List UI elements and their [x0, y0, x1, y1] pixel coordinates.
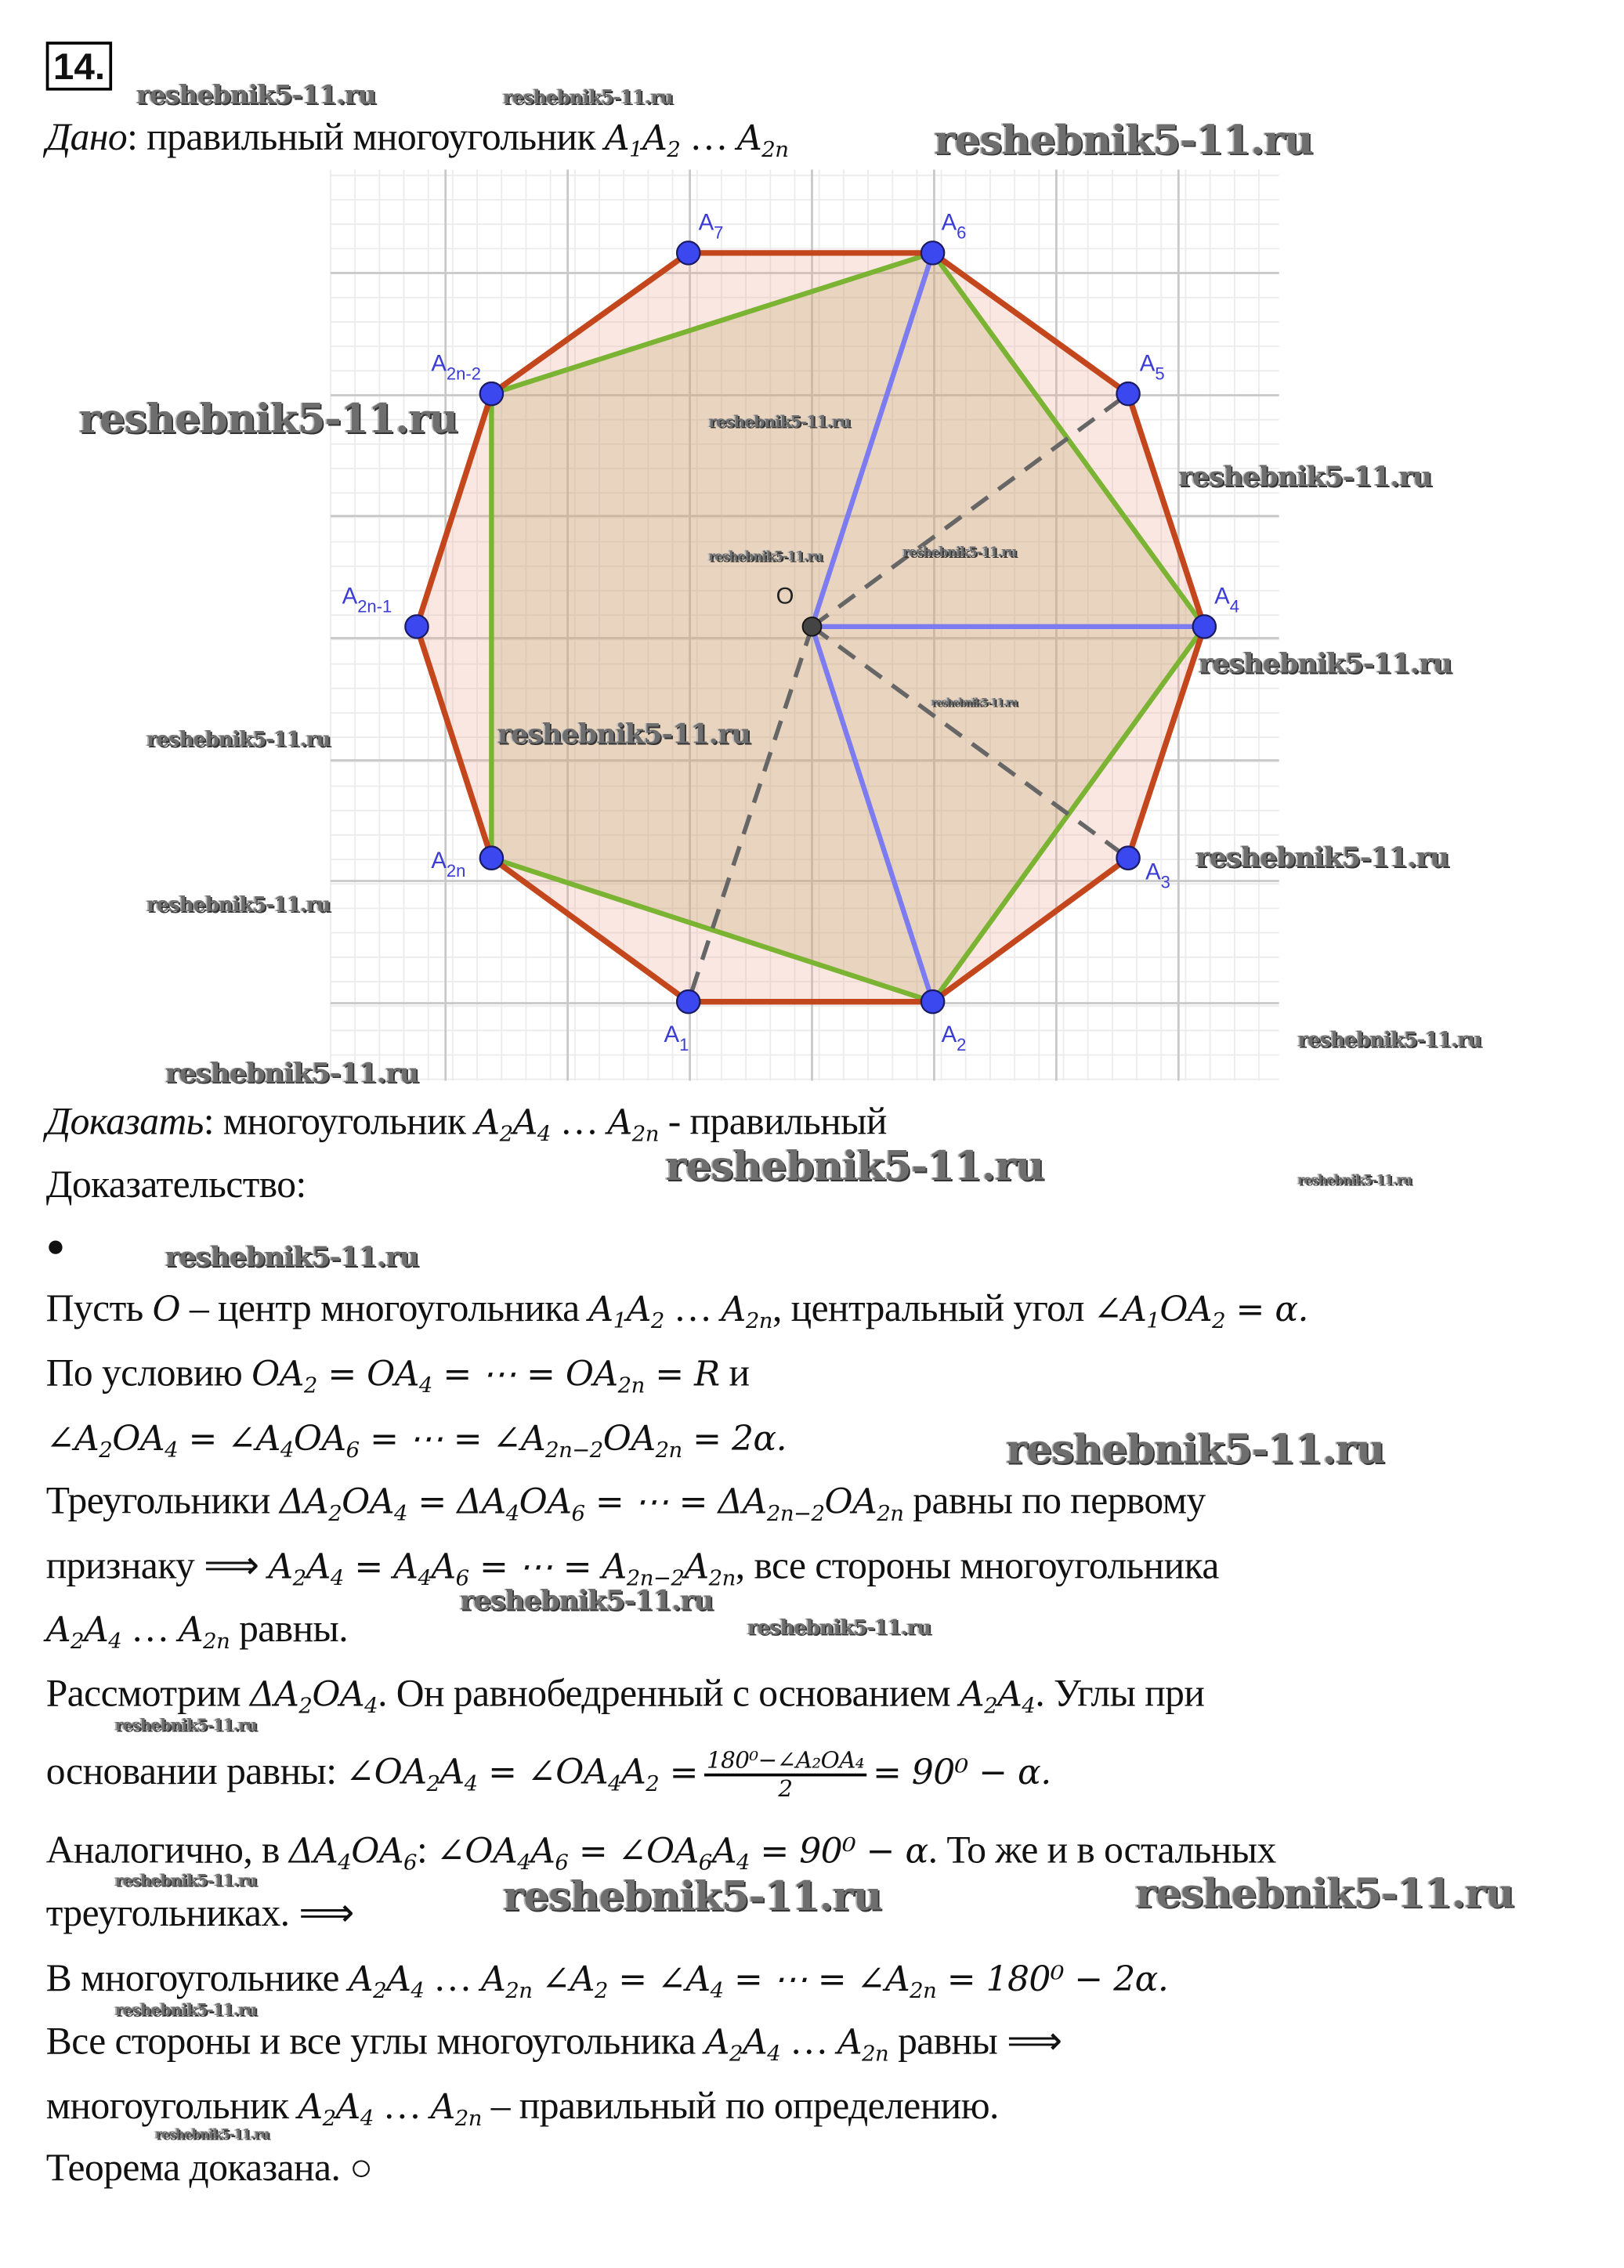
math-term: = ⋯ = $OA_{2n}$ — [432, 1354, 645, 1398]
watermark: reshebnik5-11.ru — [497, 718, 751, 751]
watermark: reshebnik5-11.ru — [503, 1872, 882, 1920]
proof-label: Доказательство: — [45, 1163, 306, 1206]
proof-line — [46, 1891, 354, 1934]
math-term: $A_2$ — [268, 1546, 306, 1591]
watermark: reshebnik5-11.ru — [1006, 1425, 1385, 1474]
text-segment: : многоугольник — [203, 1099, 476, 1143]
math-term: $A_4$ — [386, 1959, 425, 2004]
proof-line — [45, 1955, 1169, 2004]
math-term: = R — [644, 1354, 720, 1394]
watermark: reshebnik5-11.ru — [902, 546, 1017, 561]
watermark: reshebnik5-11.ru — [114, 1716, 257, 1735]
watermark: reshebnik5-11.ru — [503, 87, 673, 110]
math-term: $A_2$ — [626, 1289, 664, 1334]
text-segment: – правильный по определению. — [481, 2084, 999, 2128]
math-term: $A_{2n}$ — [721, 1289, 772, 1334]
math-term: $A_{2n}$ — [430, 2086, 482, 2132]
vertex-label: $A_5$ — [1139, 350, 1165, 384]
watermark: reshebnik5-11.ru — [146, 729, 331, 752]
text-segment: … — [121, 1606, 179, 1651]
math-term: $\Delta A_2$ — [279, 1481, 342, 1527]
math-term: $A_2$ — [642, 118, 681, 163]
text-segment: треугольниках. ⟹ — [45, 1891, 354, 1935]
text-segment: Все стороны и все углы многоугольника — [45, 2019, 705, 2063]
text-segment: - правильный — [658, 1099, 887, 1143]
vertex-point — [1116, 847, 1139, 870]
watermark: reshebnik5-11.ru — [165, 1058, 419, 1090]
proof-line — [45, 2019, 1062, 2067]
text-segment: … — [424, 1955, 481, 1999]
watermark: reshebnik5-11.ru — [1297, 1174, 1412, 1189]
vertex-point — [1193, 615, 1216, 638]
fraction-denominator: 2 — [778, 1774, 793, 1803]
text-segment: Аналогично, в — [45, 1828, 289, 1872]
math-term: $A_4$ — [83, 1609, 122, 1655]
math-term: $A_1$ — [588, 1289, 627, 1334]
math-term: = $\Delta A_4$ — [407, 1481, 519, 1527]
math-term: O — [152, 1289, 181, 1329]
vertex-label: $A_{2n-1}$ — [342, 583, 392, 617]
fraction — [703, 1745, 866, 1803]
vertex-label: $A_3$ — [1145, 859, 1170, 892]
watermark: reshebnik5-11.ru — [114, 2000, 257, 2020]
math-term: = $A_4$ — [343, 1546, 432, 1591]
math-term: $OA_2$ — [251, 1354, 317, 1398]
watermark: reshebnik5-11.ru — [931, 695, 1018, 709]
math-term: $A_4$ — [997, 1674, 1036, 1720]
watermark: reshebnik5-11.ru — [114, 1871, 257, 1890]
math-term: $\angle OA_4$ — [436, 1831, 531, 1876]
watermark: reshebnik5-11.ru — [1178, 461, 1432, 494]
math-term: $A_4$ — [742, 2022, 781, 2067]
text-segment: Пусть — [45, 1286, 153, 1329]
vertex-point — [1116, 382, 1139, 405]
text-segment: . То же и в остальных — [928, 1828, 1276, 1872]
math-term: $A_2$ — [704, 2022, 743, 2067]
text-segment: многоугольник — [45, 2084, 298, 2128]
math-term: $A_2$ — [45, 1609, 84, 1655]
vertex-label: $A_7$ — [698, 209, 724, 243]
watermark: reshebnik5-11.ru — [708, 550, 823, 565]
math-term: = ⋯ = $\angle A_{2n}$ — [723, 1959, 937, 2004]
text-segment: Рассмотрим — [45, 1671, 250, 1715]
math-term: $\angle A_2$ — [541, 1959, 608, 2004]
vertex-point — [480, 382, 503, 405]
text-segment: : — [417, 1828, 437, 1872]
text-segment: : правильный многоугольник — [127, 114, 605, 158]
given-label: Дано — [45, 114, 128, 158]
proof-line — [45, 1286, 1308, 1334]
proof-line — [45, 1828, 1276, 1876]
prove-line — [45, 1099, 887, 1147]
vertex-label: $A_6$ — [941, 209, 967, 243]
text-segment: – центр многоугольника — [180, 1286, 589, 1329]
vertex-point — [677, 241, 700, 264]
math-term: $A_{2n}$ — [837, 2022, 889, 2067]
math-term: $OA_4$ — [342, 1481, 407, 1527]
math-term: $\Delta A_2$ — [249, 1674, 313, 1720]
math-term: = α. — [1225, 1289, 1308, 1329]
math-term: = ⋯ = $\angle A_{2n-2}$ — [359, 1418, 603, 1463]
text-segment: , центральный угол — [772, 1286, 1094, 1329]
math-term: $A_2$ — [620, 1752, 660, 1797]
math-term: $A_4$ — [439, 1752, 478, 1797]
text-segment: равны по первому — [903, 1478, 1206, 1522]
proof-line — [45, 2084, 999, 2132]
math-term: = — [659, 1752, 699, 1792]
math-term: $A_6$ — [530, 1831, 569, 1876]
text-segment: и — [719, 1351, 750, 1394]
math-term: $OA_6$ — [351, 1831, 418, 1876]
math-term: = $OA_4$ — [316, 1354, 432, 1398]
text-segment: В многоугольнике — [45, 1955, 349, 1999]
math-term: $A_2$ — [348, 1959, 387, 2004]
math-term: = 2α. — [682, 1418, 787, 1460]
watermark: reshebnik5-11.ru — [665, 1142, 1044, 1190]
text-segment: основании равны: — [45, 1749, 346, 1792]
watermark: reshebnik5-11.ru — [934, 116, 1313, 165]
math-term: $A_{2n}$ — [178, 1609, 230, 1655]
text-segment: … — [780, 2019, 837, 2063]
vertex-point — [921, 241, 944, 264]
math-term: = $\angle OA_4$ — [477, 1752, 621, 1797]
math-term: $A_4$ — [306, 1546, 344, 1591]
prove-label: Доказать — [45, 1099, 204, 1143]
text-segment: равны. — [230, 1606, 349, 1651]
math-term: $A_{2n}$ — [684, 1546, 736, 1591]
math-term: = 90⁰ − α — [749, 1831, 928, 1872]
vertex-label: $A_{2n}$ — [431, 848, 466, 881]
problem-number: 14. — [46, 42, 113, 90]
proof-line — [45, 1606, 349, 1655]
watermark: reshebnik5-11.ru — [708, 412, 851, 432]
math-term: $OA_{2n}$ — [602, 1418, 682, 1463]
watermark: reshebnik5-11.ru — [460, 1585, 714, 1617]
vertex-point — [405, 615, 428, 638]
math-term: $A_1$ — [604, 118, 643, 163]
vertex-label: $A_1$ — [664, 1022, 689, 1055]
math-term: $A_6$ — [431, 1546, 469, 1591]
fraction-numerator: 180⁰−∠A₂OA₄ — [703, 1748, 866, 1777]
vertex-point — [921, 990, 944, 1013]
proof-line — [45, 1351, 750, 1398]
math-term: = ⋯ = $\Delta A_{2n-2}$ — [584, 1481, 825, 1527]
watermark: reshebnik5-11.ru — [146, 894, 331, 917]
math-term: $\angle OA_2$ — [345, 1752, 440, 1797]
math-term: $A_{2n}$ — [480, 1959, 533, 2004]
text-segment: , все стороны многоугольника — [735, 1543, 1219, 1587]
bullet: ● — [45, 1227, 65, 1264]
text-segment: … — [680, 114, 738, 158]
watermark: reshebnik5-11.ru — [747, 1616, 931, 1640]
vertex-point — [480, 847, 503, 870]
watermark: reshebnik5-11.ru — [1198, 648, 1452, 680]
math-term: = $\angle OA_6$ — [568, 1831, 712, 1876]
math-term: = 180⁰ − 2α. — [936, 1959, 1169, 1999]
vertex-label: $A_4$ — [1214, 583, 1239, 617]
text-segment: … — [550, 1099, 608, 1143]
text-segment: Треугольники — [45, 1478, 280, 1522]
watermark: reshebnik5-11.ru — [136, 80, 376, 111]
center-point — [803, 617, 822, 636]
proof-line — [45, 1543, 1219, 1591]
math-term: $OA_4$ — [312, 1674, 378, 1720]
text-segment: … — [373, 2084, 431, 2128]
text-segment: Теорема доказана. ○ — [45, 2145, 373, 2189]
math-term: $A_4$ — [711, 1831, 750, 1876]
vertex-point — [677, 990, 700, 1013]
proof-line — [46, 2146, 373, 2189]
proof-line — [45, 1745, 1051, 1803]
math-term: $A_4$ — [335, 2086, 374, 2132]
proof-line — [45, 1416, 787, 1463]
math-term: = $\angle A_4$ — [178, 1418, 294, 1463]
center-label: O — [776, 583, 794, 610]
text-segment: … — [664, 1286, 722, 1329]
math-term: = $\angle A_4$ — [607, 1959, 724, 2004]
math-term: $OA_4$ — [112, 1418, 179, 1463]
vertex-label: $A_{2n-2}$ — [431, 350, 481, 384]
watermark: reshebnik5-11.ru — [1135, 1869, 1514, 1918]
math-term: $A_2$ — [959, 1674, 998, 1720]
math-term: $OA_6$ — [519, 1481, 585, 1527]
math-term: $A_4$ — [512, 1102, 551, 1147]
math-term: $OA_6$ — [293, 1418, 360, 1463]
math-term: = ⋯ = $A_{2n-2}$ — [468, 1546, 685, 1591]
math-term: $\angle A_2$ — [45, 1418, 113, 1463]
math-term: $A_{2n}$ — [737, 118, 789, 163]
math-term: $A_{2n}$ — [607, 1102, 659, 1147]
text-segment — [532, 1956, 541, 1999]
text-segment: равны ⟹ — [888, 2019, 1062, 2063]
watermark: reshebnik5-11.ru — [165, 1242, 419, 1274]
math-term: $\Delta A_4$ — [288, 1831, 352, 1876]
math-term: $OA_{2n}$ — [824, 1481, 904, 1527]
watermark: reshebnik5-11.ru — [1297, 1029, 1481, 1052]
math-term: $A_2$ — [475, 1102, 513, 1147]
math-term: $\angle A_1$ — [1093, 1289, 1160, 1334]
proof-line — [45, 1671, 1205, 1720]
watermark: reshebnik5-11.ru — [1195, 842, 1449, 874]
proof-line — [45, 1478, 1206, 1527]
text-segment: По условию — [45, 1351, 252, 1394]
math-term: = 90⁰ − α. — [872, 1752, 1051, 1792]
math-term: $A_2$ — [298, 2086, 336, 2132]
text-segment: признаку ⟹ — [45, 1543, 269, 1587]
watermark: reshebnik5-11.ru — [78, 395, 458, 443]
vertex-label: $A_2$ — [941, 1022, 967, 1055]
watermark: reshebnik5-11.ru — [155, 2128, 269, 2143]
math-term: $OA_2$ — [1159, 1289, 1226, 1334]
text-segment: . Он равнобедренный с основанием — [378, 1671, 960, 1715]
text-segment: . Углы при — [1035, 1671, 1205, 1715]
